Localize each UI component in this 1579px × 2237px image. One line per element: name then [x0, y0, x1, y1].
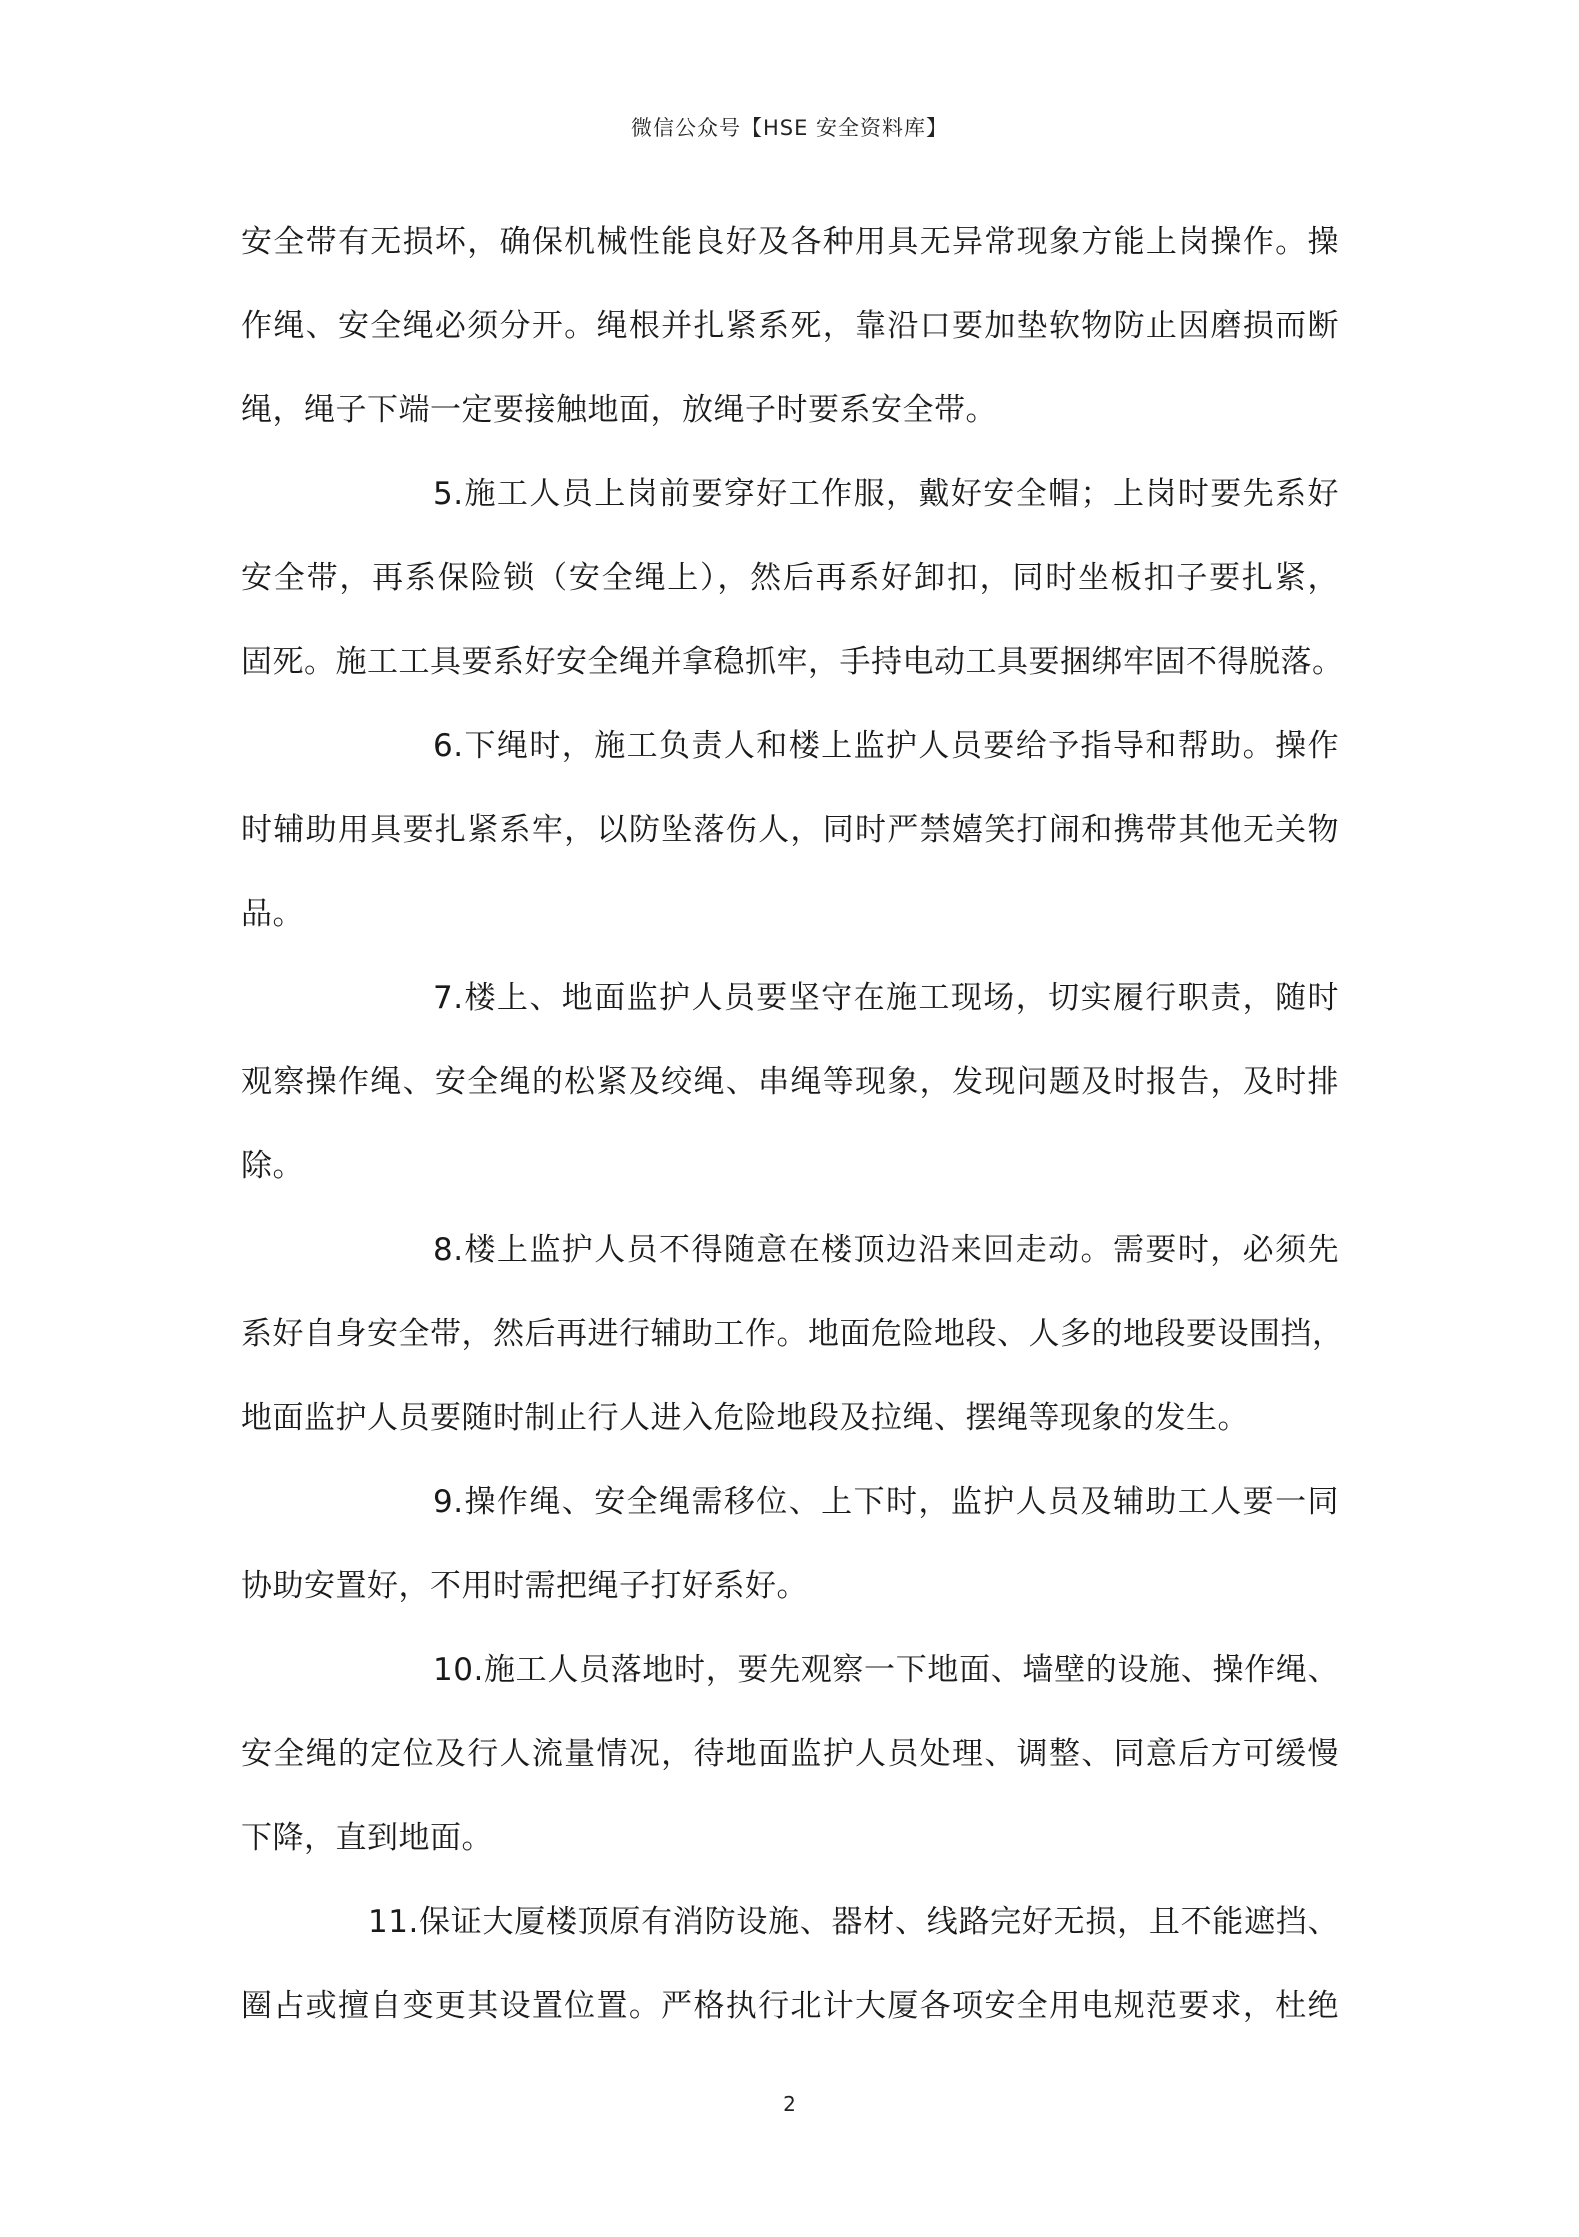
body-line: 系好自身安全带，然后再进行辅助工作。地面危险地段、人多的地段要设围挡，: [241, 1316, 1344, 1352]
body-line: 协助安置好，不用时需把绳子打好系好。: [241, 1568, 808, 1604]
body-line: 时辅助用具要扎紧系牢，以防坠落伤人，同时严禁嬉笑打闹和携带其他无关物: [241, 812, 1339, 848]
body-line: 固死。施工工具要系好安全绳并拿稳抓牢，手持电动工具要捆绑牢固不得脱落。: [241, 644, 1344, 680]
page-header: 微信公众号【HSE 安全资料库】: [630, 116, 949, 140]
body-line: 7.楼上、地面监护人员要坚守在施工现场，切实履行职责，随时: [433, 980, 1339, 1016]
body-line: 圈占或擅自变更其设置位置。严格执行北计大厦各项安全用电规范要求，杜绝: [241, 1988, 1339, 2024]
body-line: 9.操作绳、安全绳需移位、上下时，监护人员及辅助工人要一同: [433, 1484, 1339, 1520]
document-body: [241, 200, 1344, 2048]
body-line: 10.施工人员落地时，要先观察一下地面、墙壁的设施、操作绳、: [433, 1652, 1339, 1688]
body-line: 观察操作绳、安全绳的松紧及绞绳、串绳等现象，发现问题及时报告，及时排: [241, 1064, 1339, 1100]
body-line: 下降，直到地面。: [241, 1820, 493, 1856]
page-number: 2: [783, 2092, 796, 2116]
body-line: 8.楼上监护人员不得随意在楼顶边沿来回走动。需要时，必须先: [433, 1232, 1339, 1268]
body-line: 除。: [241, 1148, 304, 1184]
body-line: 11.保证大厦楼顶原有消防设施、器材、线路完好无损，且不能遮挡、: [368, 1904, 1339, 1940]
body-line: 地面监护人员要随时制止行人进入危险地段及拉绳、摆绳等现象的发生。: [241, 1400, 1249, 1436]
body-line: 品。: [241, 896, 304, 932]
body-line: 安全带有无损坏，确保机械性能良好及各种用具无异常现象方能上岗操作。操: [241, 224, 1339, 260]
body-line: 5.施工人员上岗前要穿好工作服，戴好安全帽；上岗时要先系好: [433, 476, 1339, 512]
body-line: 作绳、安全绳必须分开。绳根并扎紧系死，靠沿口要加垫软物防止因磨损而断: [241, 308, 1339, 344]
body-line: 6.下绳时，施工负责人和楼上监护人员要给予指导和帮助。操作: [433, 728, 1339, 764]
body-line: 绳，绳子下端一定要接触地面，放绳子时要系安全带。: [241, 392, 997, 428]
body-line: 安全绳的定位及行人流量情况，待地面监护人员处理、调整、同意后方可缓慢: [241, 1736, 1339, 1772]
body-line: 安全带，再系保险锁（安全绳上），然后再系好卸扣，同时坐板扣子要扎紧，: [241, 560, 1339, 596]
